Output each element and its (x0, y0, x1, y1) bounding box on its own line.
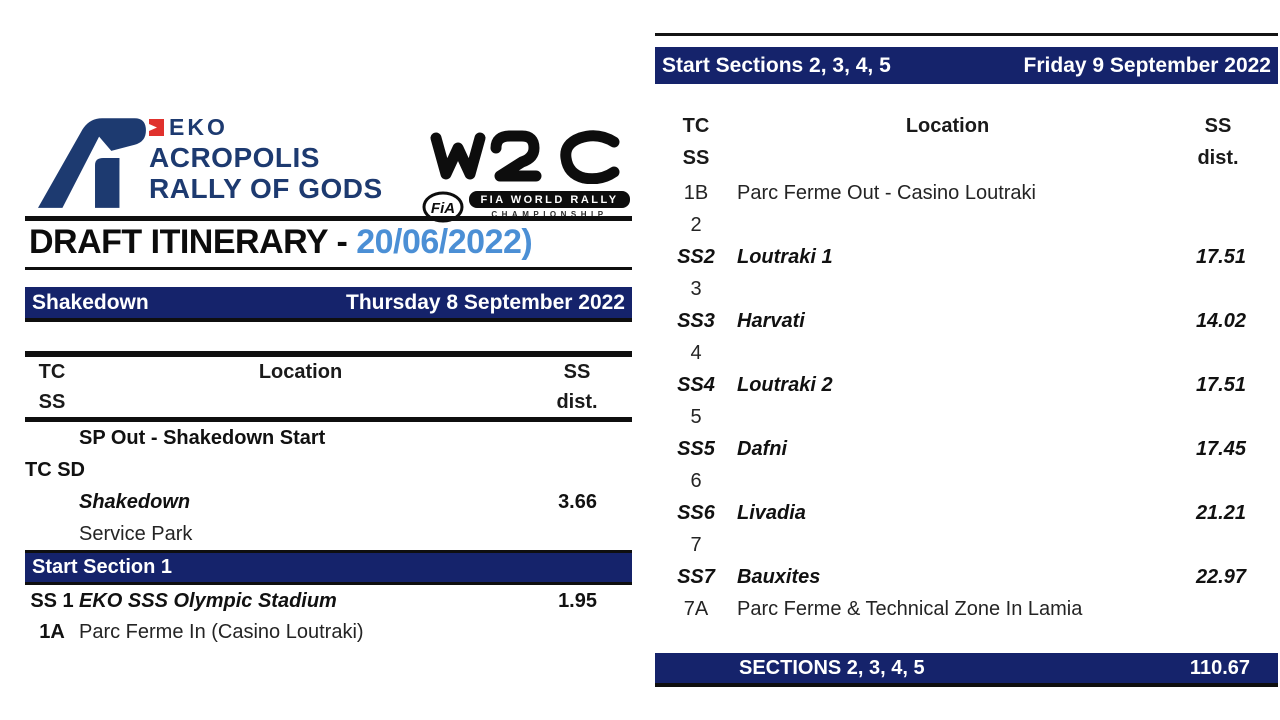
cell-loc: Bauxites (737, 565, 821, 588)
svg-text:FiA: FiA (430, 200, 456, 217)
header-row-1 (25, 357, 632, 387)
table-row (655, 177, 1278, 209)
table-row (655, 401, 1278, 433)
cell-loc: Harvati (737, 309, 805, 332)
header-dist: dist. (556, 390, 598, 413)
fia-world-rally-band: FIA WORLD RALLY (469, 191, 630, 208)
start-sections-date: Friday 9 September 2022 (1023, 53, 1271, 77)
cell-tc: SS4 (677, 373, 715, 396)
header-ss2: SS (682, 146, 710, 169)
table-row (25, 422, 632, 454)
start-section1-bar (25, 550, 632, 585)
table-row (655, 593, 1278, 625)
rally-name-line2: RALLY OF GODS (149, 173, 383, 204)
table-row (655, 337, 1278, 369)
cell-loc: EKO SSS Olympic Stadium (79, 590, 337, 612)
title-prefix: DRAFT ITINERARY - (29, 223, 357, 261)
rally-wordmark (149, 114, 383, 204)
header-ss: SS (1204, 114, 1232, 137)
table-row (25, 586, 632, 617)
header-ss2: SS (38, 390, 66, 413)
cell-loc: Service Park (79, 522, 193, 545)
shakedown-section-bar (25, 287, 632, 322)
cell-tc: SS3 (677, 309, 715, 332)
cell-dist: 3.66 (558, 490, 597, 513)
top-rule (655, 33, 1278, 36)
table-row (655, 369, 1278, 401)
sections-total-label: SECTIONS 2, 3, 4, 5 (739, 656, 925, 679)
rally-name-line1: ACROPOLIS (149, 142, 320, 173)
wrc-logo-block (422, 128, 630, 227)
cell-tc: SS6 (677, 501, 715, 524)
cell-dist: 17.51 (1195, 245, 1246, 268)
header-location: Location (258, 360, 343, 383)
cell-tc: 6 (690, 469, 702, 492)
start-sections-label: Start Sections 2, 3, 4, 5 (662, 53, 891, 77)
cell-loc: Parc Ferme In (Casino Loutraki) (79, 621, 364, 643)
section1-table-body (25, 586, 632, 648)
table-row (25, 617, 632, 648)
sections-total-value: 110.67 (1189, 656, 1250, 679)
table-row (655, 497, 1278, 529)
cell-loc: Shakedown (79, 490, 191, 513)
cell-dist: 14.02 (1195, 309, 1246, 332)
shakedown-table-body (25, 422, 632, 550)
eko-label: EKO (169, 113, 228, 140)
cell-tc: 3 (690, 277, 702, 300)
acropolis-a-logo-icon (38, 112, 150, 209)
cell-loc: Parc Ferme Out - Casino Loutraki (737, 181, 1036, 204)
cell-loc: SP Out - Shakedown Start (79, 426, 326, 449)
header-row-2 (25, 387, 632, 417)
cell-tc: 1B (683, 181, 709, 204)
championship-label: CHAMPIONSHIP (491, 210, 608, 219)
sections-total-bar (655, 653, 1278, 687)
eko-red-icon (149, 119, 164, 136)
shakedown-bar-label: Shakedown (32, 290, 149, 314)
left-panel (25, 0, 632, 720)
start-sections-bar (655, 47, 1278, 84)
table-row (25, 518, 632, 550)
cell-tc: 7A (683, 597, 709, 620)
table-row (655, 529, 1278, 561)
cell-dist: 17.45 (1195, 437, 1246, 460)
start-section1-label: Start Section 1 (32, 556, 173, 578)
cell-tc: SS7 (677, 565, 715, 588)
header-dist: dist. (1197, 146, 1239, 169)
cell-dist: 17.51 (1195, 373, 1246, 396)
wrc-wordmark-icon (424, 128, 628, 184)
title-date: 20/06/2022) (356, 223, 533, 261)
cell-tc: 7 (690, 533, 702, 556)
eko-brand-row (149, 114, 383, 140)
shakedown-bar-date: Thursday 8 September 2022 (346, 290, 625, 314)
table-row (655, 305, 1278, 337)
fia-band-stack (469, 191, 630, 219)
cell-dist: 1.95 (558, 590, 597, 612)
table-row (655, 561, 1278, 593)
sections-table-body (655, 177, 1278, 625)
rally-logo-block (25, 108, 632, 219)
cell-tc: SS2 (677, 245, 715, 268)
table-row (655, 241, 1278, 273)
cell-tc: 1A (39, 621, 65, 643)
table-row (655, 465, 1278, 497)
cell-dist: 22.97 (1195, 565, 1246, 588)
cell-tc: SS 1 (30, 590, 74, 612)
right-table-header (655, 110, 1278, 174)
header-ss: SS (563, 360, 591, 383)
left-table-header (25, 351, 632, 422)
table-row (655, 433, 1278, 465)
table-row (655, 273, 1278, 305)
table-row (25, 486, 632, 518)
cell-loc: Dafni (737, 437, 787, 460)
cell-tc: 5 (690, 405, 702, 428)
cell-loc: Parc Ferme & Technical Zone In Lamia (737, 597, 1083, 620)
cell-loc: Loutraki 2 (737, 373, 833, 396)
table-row (25, 454, 632, 486)
header-row-2 (655, 142, 1278, 174)
cell-loc: Livadia (737, 501, 806, 524)
cell-tc: 4 (690, 341, 702, 364)
header-tc: TC (38, 360, 66, 383)
header-location: Location (905, 114, 990, 137)
cell-loc: Loutraki 1 (737, 245, 833, 268)
header-row-1 (655, 110, 1278, 142)
table-row (655, 209, 1278, 241)
cell-tc: TC SD (25, 458, 85, 481)
cell-tc: 2 (690, 213, 702, 236)
draft-itinerary-title (25, 216, 632, 270)
cell-tc: SS5 (677, 437, 715, 460)
right-panel (655, 0, 1278, 720)
header-tc: TC (682, 114, 710, 137)
cell-dist: 21.21 (1195, 501, 1246, 524)
